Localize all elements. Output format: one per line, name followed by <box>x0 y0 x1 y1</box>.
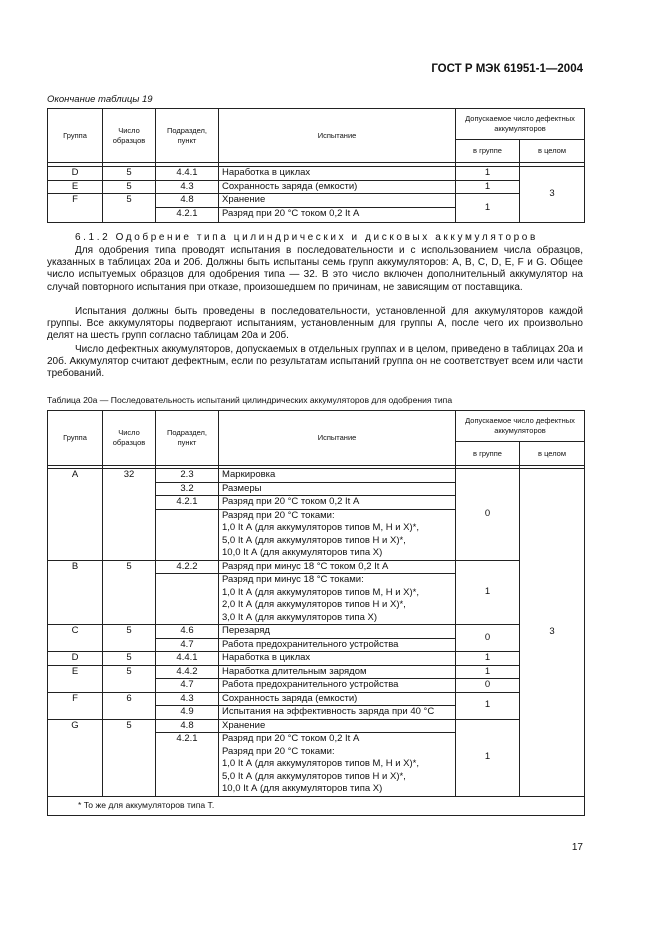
samples-cell: 5 <box>103 560 156 625</box>
test-line: Размеры <box>222 482 262 494</box>
table-row <box>48 692 585 706</box>
section-cell: 4.7 <box>156 638 219 652</box>
col-test-header: Испытание <box>219 411 456 466</box>
col-allowed-header: Допускаемое число дефектных аккумуляторов <box>456 411 585 442</box>
test-cell <box>219 574 456 625</box>
col-in-group-header: в группе <box>456 442 520 466</box>
table-20a-caption: Таблица 20а — Последовательность испытаний цилиндрических аккумуляторов для одобрения типа <box>47 395 453 405</box>
table-row <box>48 560 585 574</box>
test-line: Разряд при 20 °С током 0,2 It А <box>222 733 360 744</box>
test-line: Наработка длительным зарядом <box>222 665 367 677</box>
group-cell: E <box>48 665 103 692</box>
test-line: 1,0 It А (для аккумуляторов типов М, Н и Х)*, <box>222 522 420 533</box>
test-cell <box>219 719 456 733</box>
test-cell <box>219 638 456 652</box>
group-cell: G <box>48 719 103 796</box>
test-line: Разряд при 20 °С токами: <box>222 509 335 521</box>
table-row: 4.2.1 Разряд при 20 °С током 0,2 It А <box>48 207 585 222</box>
test-cell <box>219 652 456 666</box>
test-line: Испытания на эффективность заряда при 40 °С <box>222 706 435 717</box>
test-line: 1,0 It А (для аккумуляторов типов М, Н и Х)*, <box>222 758 420 769</box>
group-cell: A <box>48 469 103 561</box>
in-group-cell: 0 <box>456 625 520 652</box>
paragraph-3: Число дефектных аккумуляторов, допускаемых в отдельных группах и в целом, приведено в таблицах 20а и 20б. Аккумулятор считают дефектным, если по результатам испытаний группа он не соответствует всем или части требований. <box>47 344 583 380</box>
document-header: ГОСТ Р МЭК 61951-1—2004 <box>431 63 583 75</box>
section-cell: 3.2 <box>156 482 219 496</box>
section-cell: 4.7 <box>156 679 219 693</box>
test-line: Работа предохранительного устройства <box>222 679 399 690</box>
section-cell: 4.9 <box>156 706 219 720</box>
test-line: 10,0 It А (для аккумуляторов типа Х) <box>222 547 383 558</box>
section-cell <box>156 574 219 625</box>
page-number: 17 <box>571 842 583 853</box>
section-cell: 4.8 <box>156 719 219 733</box>
samples-cell: 32 <box>103 469 156 561</box>
table-row: D 5 4.4.1 Наработка в циклах 1 3 <box>48 167 585 181</box>
samples-cell: 6 <box>103 692 156 719</box>
group-cell: C <box>48 625 103 652</box>
test-line: 3,0 It А (для аккумуляторов типа Х) <box>222 611 377 623</box>
test-line: 5,0 It А (для аккумуляторов типов Н и Х)*, <box>222 534 406 546</box>
test-line: Сохранность заряда (емкости) <box>222 692 358 704</box>
table-20a <box>47 410 585 816</box>
test-line: Хранение <box>222 719 266 731</box>
section-cell: 4.2.1 <box>156 496 219 510</box>
section-cell: 4.4.2 <box>156 665 219 679</box>
group-cell: D <box>48 652 103 666</box>
test-cell <box>219 496 456 510</box>
section-cell: 4.3 <box>156 692 219 706</box>
section-cell <box>156 509 219 560</box>
col-section-header: Подраздел, пункт <box>156 109 219 163</box>
table-row: F 5 4.8 Хранение 1 <box>48 194 585 208</box>
table-row <box>48 652 585 666</box>
col-group-header: Группа <box>48 411 103 466</box>
test-line: Разряд при минус 18 °С токами: <box>222 574 364 585</box>
in-group-cell: 1 <box>456 652 520 666</box>
test-line: Разряд при 20 °С током 0,2 It А <box>222 496 360 507</box>
col-total-header: в целом <box>520 442 585 466</box>
test-line: Работа предохранительного устройства <box>222 638 399 650</box>
table-19 <box>47 108 585 223</box>
table-footnote: * То же для аккумуляторов типа Т. <box>48 796 585 815</box>
samples-cell: 5 <box>103 625 156 652</box>
samples-cell: 5 <box>103 665 156 692</box>
section-cell: 4.2.2 <box>156 560 219 574</box>
test-line: Маркировка <box>222 469 276 480</box>
col-in-group-header: в группе <box>456 140 520 163</box>
table-row <box>48 665 585 679</box>
samples-cell: 5 <box>103 719 156 796</box>
table-continuation-caption: Окончание таблицы 19 <box>47 94 153 105</box>
test-line: Наработка в циклах <box>222 652 311 663</box>
test-line: 5,0 It А (для аккумуляторов типов Н и Х)*, <box>222 770 406 782</box>
samples-cell: 5 <box>103 652 156 666</box>
table-row <box>48 469 585 483</box>
section-cell: 4.2.1 <box>156 733 219 797</box>
test-cell <box>219 733 456 797</box>
col-samples-header: Число образцов <box>103 109 156 163</box>
col-allowed-header: Допускаемое число дефектных аккумуляторов <box>456 109 585 140</box>
test-line: Разряд при минус 18 °С током 0,2 It А <box>222 560 389 572</box>
test-line: 1,0 It А (для аккумуляторов типов М, Н и Х)*, <box>222 586 420 598</box>
in-group-cell: 1 <box>456 665 520 679</box>
test-cell <box>219 560 456 574</box>
test-cell <box>219 706 456 720</box>
test-cell <box>219 625 456 639</box>
paragraph-1: Для одобрения типа проводят испытания в последовательности и с использованием числа образцов, указанных в таблицах 20а и 20б. Должны быть испытаны семь групп аккумуляторов: А, В, С, D, E, F и G. Общее число испытуемых образцов для одобрения типа — 32. В это число включен дополнительный аккумулятор на случай повторного испытания при отказе, произошедшем по причинам, не зависящим от поставщика. <box>47 245 583 293</box>
test-line: Разряд при 20 °С токами: <box>222 745 335 757</box>
col-section-header: Подраздел, пункт <box>156 411 219 466</box>
total-cell: 3 <box>520 469 585 797</box>
col-group-header: Группа <box>48 109 103 163</box>
table-row <box>48 625 585 639</box>
test-cell <box>219 469 456 483</box>
test-cell <box>219 482 456 496</box>
test-line: Перезаряд <box>222 625 270 636</box>
total-cell: 3 <box>520 167 585 223</box>
col-samples-header: Число образцов <box>103 411 156 466</box>
paragraph-2: Испытания должны быть проведены в последовательности, установленной для аккумуляторов каждой группы. Все аккумуляторы подвергают испытаниям, установленным для группы А, после чего их произвольно делят на шесть групп согласно таблицам 20а и 20б. <box>47 306 583 342</box>
section-title: 6.1.2 Одобрение типа цилиндрических и дисковых аккумуляторов <box>75 232 538 243</box>
in-group-cell: 0 <box>456 679 520 693</box>
table-row: E 5 4.3 Сохранность заряда (емкости) 1 <box>48 180 585 194</box>
in-group-cell: 0 <box>456 469 520 561</box>
in-group-cell: 1 <box>456 560 520 625</box>
section-cell: 2.3 <box>156 469 219 483</box>
test-cell <box>219 679 456 693</box>
table-row <box>48 719 585 733</box>
discharge-cell: Разряд при 20 °С током 0,2 It А <box>219 207 456 222</box>
test-cell <box>219 665 456 679</box>
section-cell: 4.6 <box>156 625 219 639</box>
in-group-cell: 1 <box>456 692 520 719</box>
col-test-header: Испытание <box>219 109 456 163</box>
test-cell <box>219 509 456 560</box>
group-cell: B <box>48 560 103 625</box>
col-total-header: в целом <box>520 140 585 163</box>
section-cell: 4.4.1 <box>156 652 219 666</box>
group-cell: F <box>48 692 103 719</box>
test-line: 10,0 It А (для аккумуляторов типа Х) <box>222 783 383 794</box>
in-group-cell: 1 <box>456 719 520 796</box>
test-line: 2,0 It А (для аккумуляторов типов Н и Х)*, <box>222 599 406 610</box>
test-cell <box>219 692 456 706</box>
